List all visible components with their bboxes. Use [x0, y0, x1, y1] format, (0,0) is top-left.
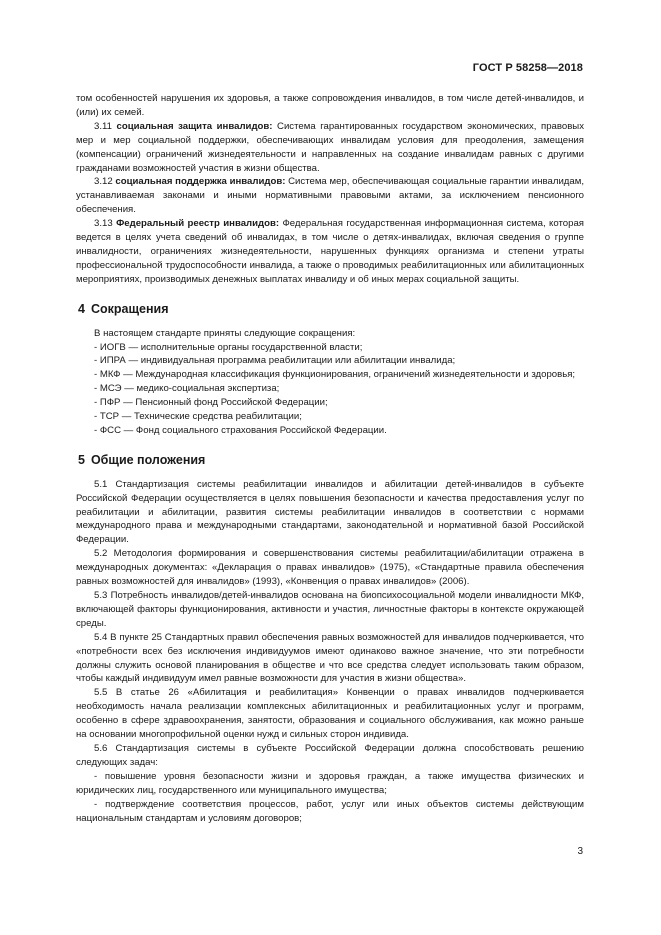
definition-number: 3.13 — [94, 218, 113, 230]
clause-5-5: 5.5 В статье 26 «Абилитация и реабилитация» Конвенции о правах инвалидов подчеркивается необходимость начала реализации комплексных абилитационных и реабилитационных услуг и программ, особенно в сфере здравоохранения, занятости, образования и социального обслуживания, как можно раньше на основании многопрофильной оценки нужд и сильных сторон индивида. — [76, 687, 584, 741]
definition-term: социальная защита инвалидов: — [116, 120, 273, 132]
clause-5-1: 5.1 Стандартизация системы реабилитации инвалидов и абилитации детей-инвалидов в субъекте Российской Федерации осуществляется в целях повышения безопасности и качества предоставления услуг по реабилитации и абилитации, развития системы реабилитации инвалидов в соответствии с нормами международного права и международными стандартами, законодательной и нормативной базой Российской Федерации. — [76, 478, 584, 546]
intro-paragraph: том особенностей нарушения их здоровья, а также сопровождения инвалидов, в том числе детей-инвалидов, и (или) их семей. — [76, 93, 584, 118]
clause-5-2: 5.2 Методология формирования и совершенствования системы реабилитации/абилитации отражена в международных документах: «Декларация о правах инвалидов» (1975), «Стандартные правила обеспечения равных возможностей для инвалидов» (1993), «Конвенция о правах инвалидов» (2006). — [76, 548, 584, 588]
clause-5-4: 5.4 В пункте 25 Стандартных правил обеспечения равных возможностей для инвалидов подчеркивается, что «потребности всех без исключения индивидуумов имеют одинаково важное значение, что эти потребности должны служить основой планирования в обществе и что все средства следует использовать таким образом, чтобы каждый индивидуум имел равные возможности для участия в жизни общества». — [76, 631, 584, 685]
section-number: 4 — [78, 301, 85, 316]
definition-term: социальная поддержка инвалидов: — [115, 176, 286, 188]
abbreviation-item: - ИПРА — индивидуальная программа реабилитации или абилитации инвалида; — [94, 355, 456, 367]
definition-text: Федеральная государственная информационная система, которая ведется в целях учета сведений об инвалидах, в том числе о детях-инвалидах, включая сведения о группе инвалидности, ограничениях жизнедеятельности, нарушенных функциях организма и степени утраты профессиональной трудоспособности инвалида, а также о проводимых реабилитационных или абилитационных мероприятиях, производимых денежных выплатах инвалиду и об иных мерах социальной защиты. — [76, 218, 584, 285]
task-item: - подтверждение соответствия процессов, работ, услуг или иных объектов системы действующим национальным стандартам и условиям договоров; — [76, 798, 584, 824]
clause-5-6: 5.6 Стандартизация системы в субъекте Российской Федерации должна способствовать решению следующих задач: — [76, 742, 584, 768]
section-title: Общие положения — [90, 452, 206, 467]
definition-3-12 — [76, 175, 584, 217]
section-title: Сокращения — [90, 301, 169, 316]
task-item: - повышение уровня безопасности жизни и здоровья граждан, а также имущества физических и юридических лиц, государственного или муниципального имущества; — [76, 770, 584, 796]
page-number: 3 — [577, 846, 583, 857]
abbreviation-item: - МСЭ — медико-социальная экспертиза; — [94, 383, 280, 395]
standard-header: ГОСТ Р 58258—2018 — [472, 62, 583, 74]
section-number: 5 — [78, 452, 85, 467]
definition-3-11 — [76, 120, 584, 176]
section-5-heading — [76, 454, 584, 468]
abbreviation-item: - ТСР — Технические средства реабилитации; — [94, 411, 302, 423]
section-4-heading — [76, 303, 584, 317]
abbreviation-item: - ИОГВ — исполнительные органы государственной власти; — [94, 341, 363, 353]
definition-text: Система гарантированных государством экономических, правовых мер и мер социальной поддержки, обеспечивающих инвалидам условия для преодоления, замещения (компенсации) ограничений жизнедеятельности и направленных на создание инвалидам равных с другими гражданами возможностей участия в жизни общества. — [76, 120, 584, 174]
definition-3-13 — [76, 217, 584, 287]
abbreviation-item: - ПФР — Пенсионный фонд Российской Федерации; — [94, 397, 328, 409]
document-body — [76, 92, 584, 825]
abbreviation-item: - МКФ — Международная классификация функционирования, ограничений жизнедеятельности и здоровья; — [94, 369, 576, 381]
definition-term: Федеральный реестр инвалидов: — [116, 218, 280, 230]
definition-number: 3.12 — [94, 176, 113, 188]
abbreviations-lead: В настоящем стандарте приняты следующие сокращения: — [94, 327, 356, 339]
definition-text: Система мер, обеспечивающая социальные гарантии инвалидам, устанавливаемая законами и иными нормативными правовыми актами, за исключением пенсионного обеспечения. — [76, 176, 584, 216]
abbreviation-item: - ФСС — Фонд социального страхования Российской Федерации. — [94, 424, 387, 436]
definition-number: 3.11 — [94, 120, 112, 132]
clause-5-3: 5.3 Потребность инвалидов/детей-инвалидов основана на биопсихосоциальной модели инвалидности МКФ, включающей факторы функционирования, активности и участия, личностные факторы в контексте окружающей среды. — [76, 590, 584, 629]
